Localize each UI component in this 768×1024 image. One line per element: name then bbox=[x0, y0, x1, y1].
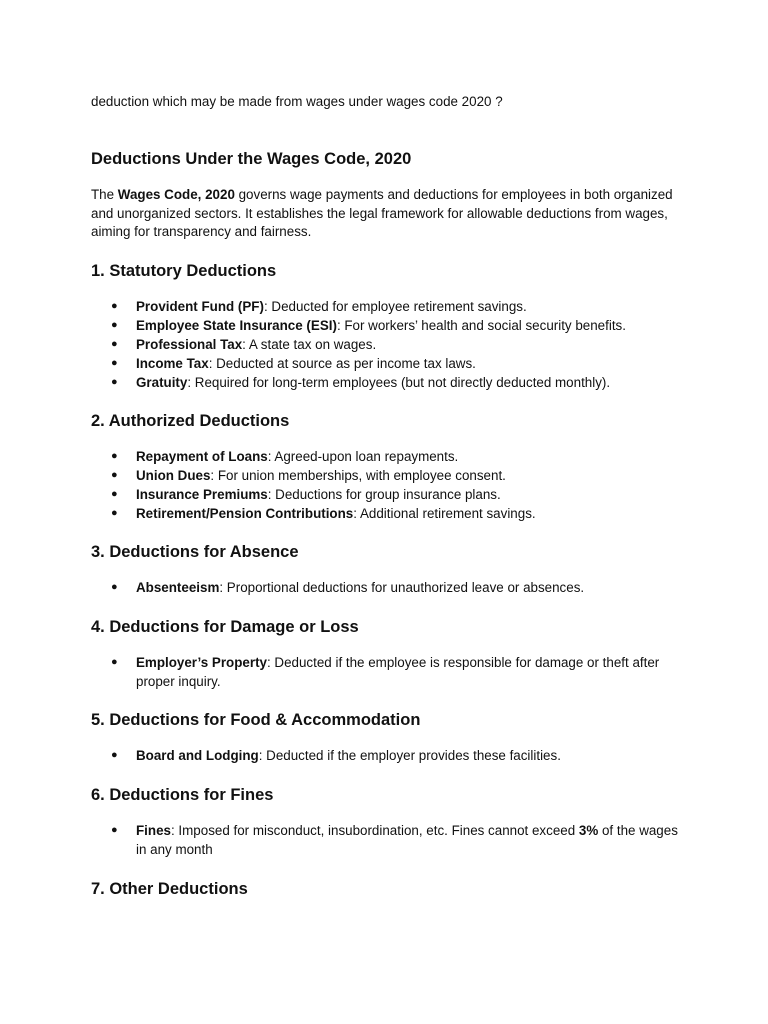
item-term: Provident Fund (PF) bbox=[136, 299, 264, 314]
list-item bbox=[91, 485, 691, 504]
item-term: Retirement/Pension Contributions bbox=[136, 506, 354, 521]
bullet-icon: ● bbox=[111, 749, 118, 761]
item-term: Union Dues bbox=[136, 468, 211, 483]
list-item bbox=[91, 447, 691, 466]
item-desc: : Additional retirement savings. bbox=[353, 506, 536, 521]
list-item bbox=[91, 578, 691, 597]
item-desc: : A state tax on wages. bbox=[242, 337, 377, 352]
item-term: Board and Lodging bbox=[136, 748, 259, 763]
intro-bold: Wages Code, 2020 bbox=[117, 187, 235, 202]
section-list-authorized bbox=[91, 447, 691, 523]
list-item bbox=[91, 504, 691, 523]
list-item bbox=[91, 653, 691, 691]
page-title: Deductions Under the Wages Code, 2020 bbox=[91, 150, 412, 168]
item-desc: : For union memberships, with employee consent. bbox=[210, 468, 506, 483]
item-desc: : Deducted at source as per income tax laws. bbox=[208, 356, 476, 371]
item-term: Fines bbox=[136, 823, 171, 838]
section-heading-damage: 4. Deductions for Damage or Loss bbox=[91, 618, 359, 636]
item-term: Professional Tax bbox=[136, 337, 243, 352]
section-heading-other: 7. Other Deductions bbox=[91, 880, 248, 898]
item-desc: : Proportional deductions for unauthorized leave or absences. bbox=[219, 580, 585, 595]
bullet-icon: ● bbox=[111, 376, 118, 388]
question-text: deduction which may be made from wages under wages code 2020 ? bbox=[91, 94, 503, 109]
item-emphasis: 3% bbox=[578, 823, 599, 838]
item-term: Absenteeism bbox=[136, 580, 220, 595]
item-term: Employee State Insurance (ESI) bbox=[136, 318, 337, 333]
section-heading-absence: 3. Deductions for Absence bbox=[91, 543, 299, 561]
bullet-icon: ● bbox=[111, 338, 118, 350]
section-heading-authorized: 2. Authorized Deductions bbox=[91, 412, 290, 430]
item-term: Insurance Premiums bbox=[136, 487, 268, 502]
item-desc: : Deducted if the employer provides these facilities. bbox=[258, 748, 561, 763]
list-item bbox=[91, 297, 691, 316]
section-heading-statutory: 1. Statutory Deductions bbox=[91, 262, 277, 280]
bullet-icon: ● bbox=[111, 824, 118, 836]
item-desc: : For workers’ health and social security benefits. bbox=[336, 318, 626, 333]
bullet-icon: ● bbox=[111, 357, 118, 369]
item-desc: : Deducted if the employee is responsible for damage or theft after proper inquiry. bbox=[136, 655, 660, 689]
bullet-icon: ● bbox=[111, 507, 118, 519]
item-term: Employer’s Property bbox=[136, 655, 267, 670]
bullet-icon: ● bbox=[111, 300, 118, 312]
item-desc: : Imposed for misconduct, insubordination, etc. Fines cannot exceed bbox=[170, 823, 579, 838]
list-item bbox=[91, 316, 691, 335]
list-item bbox=[91, 335, 691, 354]
intro-paragraph bbox=[91, 186, 691, 242]
item-desc: : Required for long-term employees (but not directly deducted monthly). bbox=[187, 375, 611, 390]
intro-post: governs wage payments and deductions for employees in both organized and unorganized sectors. It establishes the legal framework for allowable deductions from wages, aiming for transparency and fairness. bbox=[91, 187, 673, 240]
item-desc: : Deducted for employee retirement savings. bbox=[263, 299, 527, 314]
section-list-fines bbox=[91, 821, 691, 859]
list-item bbox=[91, 466, 691, 485]
section-list-food bbox=[91, 746, 691, 765]
section-list-damage bbox=[91, 653, 691, 691]
list-item bbox=[91, 354, 691, 373]
bullet-icon: ● bbox=[111, 319, 118, 331]
bullet-icon: ● bbox=[111, 450, 118, 462]
section-heading-fines: 6. Deductions for Fines bbox=[91, 786, 274, 804]
item-desc: : Deductions for group insurance plans. bbox=[267, 487, 501, 502]
section-list-statutory bbox=[91, 297, 691, 392]
bullet-icon: ● bbox=[111, 581, 118, 593]
section-list-absence bbox=[91, 578, 691, 597]
item-term: Repayment of Loans bbox=[136, 449, 268, 464]
item-desc-end: of the wages in any month bbox=[136, 823, 678, 857]
item-term: Gratuity bbox=[136, 375, 188, 390]
item-desc: : Agreed-upon loan repayments. bbox=[267, 449, 459, 464]
item-term: Income Tax bbox=[136, 356, 209, 371]
list-item bbox=[91, 373, 691, 392]
section-heading-food: 5. Deductions for Food & Accommodation bbox=[91, 711, 421, 729]
list-item bbox=[91, 746, 691, 765]
bullet-icon: ● bbox=[111, 656, 118, 668]
intro-pre: The bbox=[91, 187, 118, 202]
list-item bbox=[91, 821, 691, 859]
bullet-icon: ● bbox=[111, 488, 118, 500]
bullet-icon: ● bbox=[111, 469, 118, 481]
